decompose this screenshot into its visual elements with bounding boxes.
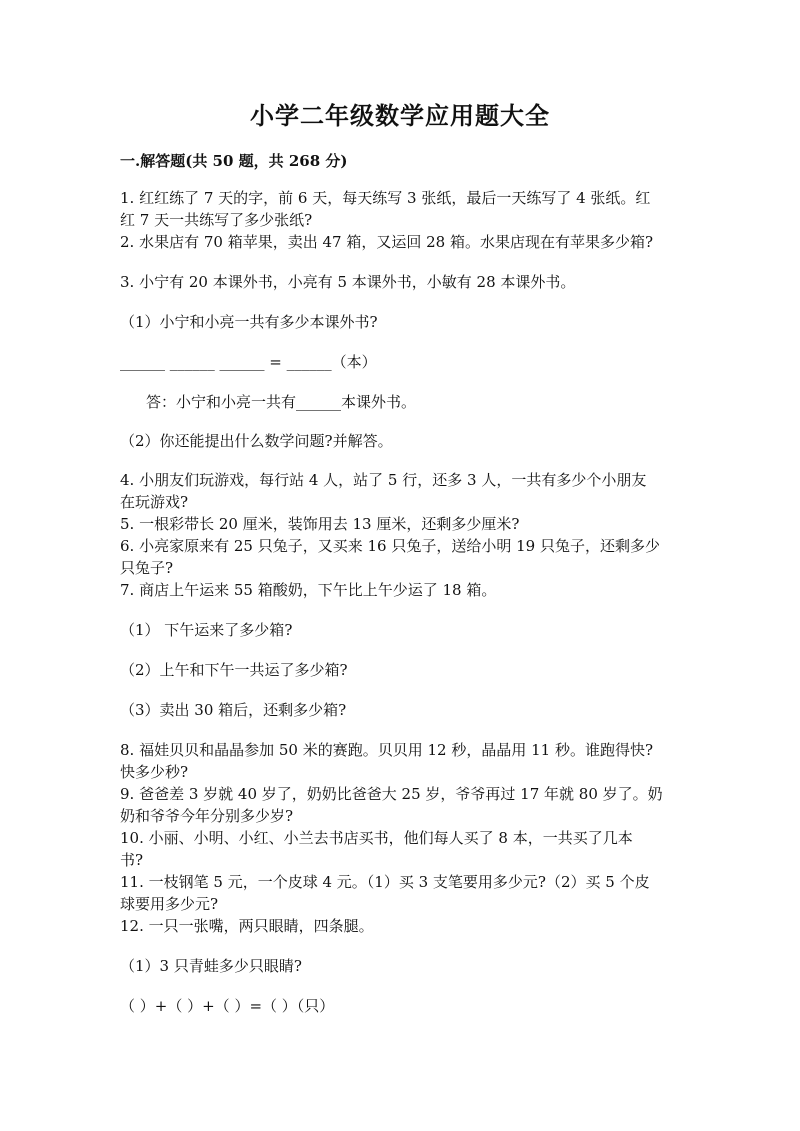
problem-2: 2. 水果店有 70 箱苹果，卖出 47 箱，又运回 28 箱。水果店现在有苹果多少箱?: [120, 233, 653, 251]
problem-3-sub-1: （1）小宁和小亮一共有多少本课外书?: [120, 313, 378, 331]
problem-6-line-1: 6. 小亮家原来有 25 只兔子，又买来 16 只兔子，送给小明 19 只兔子，还剩多少: [120, 537, 660, 555]
problem-9-line-1: 9. 爸爸差 3 岁就 40 岁了，奶奶比爸爸大 25 岁，爷爷再过 17 年就 80 岁了。奶: [120, 785, 663, 803]
problem-12-sub-1: （1）3 只青蛙多少只眼睛?: [120, 957, 302, 975]
problem-7-sub-2: （2）上午和下午一共运了多少箱?: [120, 661, 348, 679]
problem-3-blanks: ______ ______ ______ = ______（本）: [120, 353, 377, 371]
problem-11-line-2: 球要用多少元?: [120, 895, 219, 913]
problem-8-line-1: 8. 福娃贝贝和晶晶参加 50 米的赛跑。贝贝用 12 秒，晶晶用 11 秒。谁跑得快?: [120, 741, 653, 759]
problem-12: 12. 一只一张嘴，两只眼睛，四条腿。: [120, 917, 374, 935]
problem-7: 7. 商店上午运来 55 箱酸奶，下午比上午少运了 18 箱。: [120, 581, 497, 599]
problem-7-sub-1: （1） 下午运来了多少箱?: [120, 621, 293, 639]
problem-11-line-1: 11. 一枝钢笔 5 元，一个皮球 4 元。（1）买 3 支笔要用多少元?（2）买 5 个皮: [120, 873, 650, 891]
problem-3-sub-2: （2）你还能提出什么数学问题?并解答。: [120, 432, 393, 450]
problem-12-equation: （ ）+（ ）+（ ）=（ ）（只）: [120, 997, 335, 1015]
problem-1-line-1: 1. 红红练了 7 天的字，前 6 天，每天练写 3 张纸，最后一天练写了 4 张纸。红: [120, 189, 651, 207]
problem-7-sub-3: （3）卖出 30 箱后，还剩多少箱?: [120, 701, 347, 719]
problem-10-line-1: 10. 小丽、小明、小红、小兰去书店买书，他们每人买了 8 本，一共买了几本: [120, 829, 633, 847]
problem-3: 3. 小宁有 20 本课外书，小亮有 5 本课外书，小敏有 28 本课外书。: [120, 273, 576, 291]
problem-9-line-2: 奶和爷爷今年分别多少岁?: [120, 807, 294, 825]
problem-4-line-2: 在玩游戏?: [120, 493, 189, 511]
problem-4-line-1: 4. 小朋友们玩游戏，每行站 4 人，站了 5 行，还多 3 人，一共有多少个小朋友: [120, 471, 647, 489]
problem-8-line-2: 快多少秒?: [120, 763, 189, 781]
problem-5: 5. 一根彩带长 20 厘米，装饰用去 13 厘米，还剩多少厘米?: [120, 515, 520, 533]
problem-10-line-2: 书?: [120, 851, 144, 869]
page-title: 小学二年级数学应用题大全: [250, 101, 550, 130]
problem-6-line-2: 只兔子?: [120, 559, 174, 577]
problem-1-line-2: 红 7 天一共练写了多少张纸?: [120, 211, 313, 229]
problem-3-answer: 答：小宁和小亮一共有______本课外书。: [146, 393, 417, 411]
section-heading: 一.解答题(共 50 题，共 268 分): [120, 152, 348, 170]
